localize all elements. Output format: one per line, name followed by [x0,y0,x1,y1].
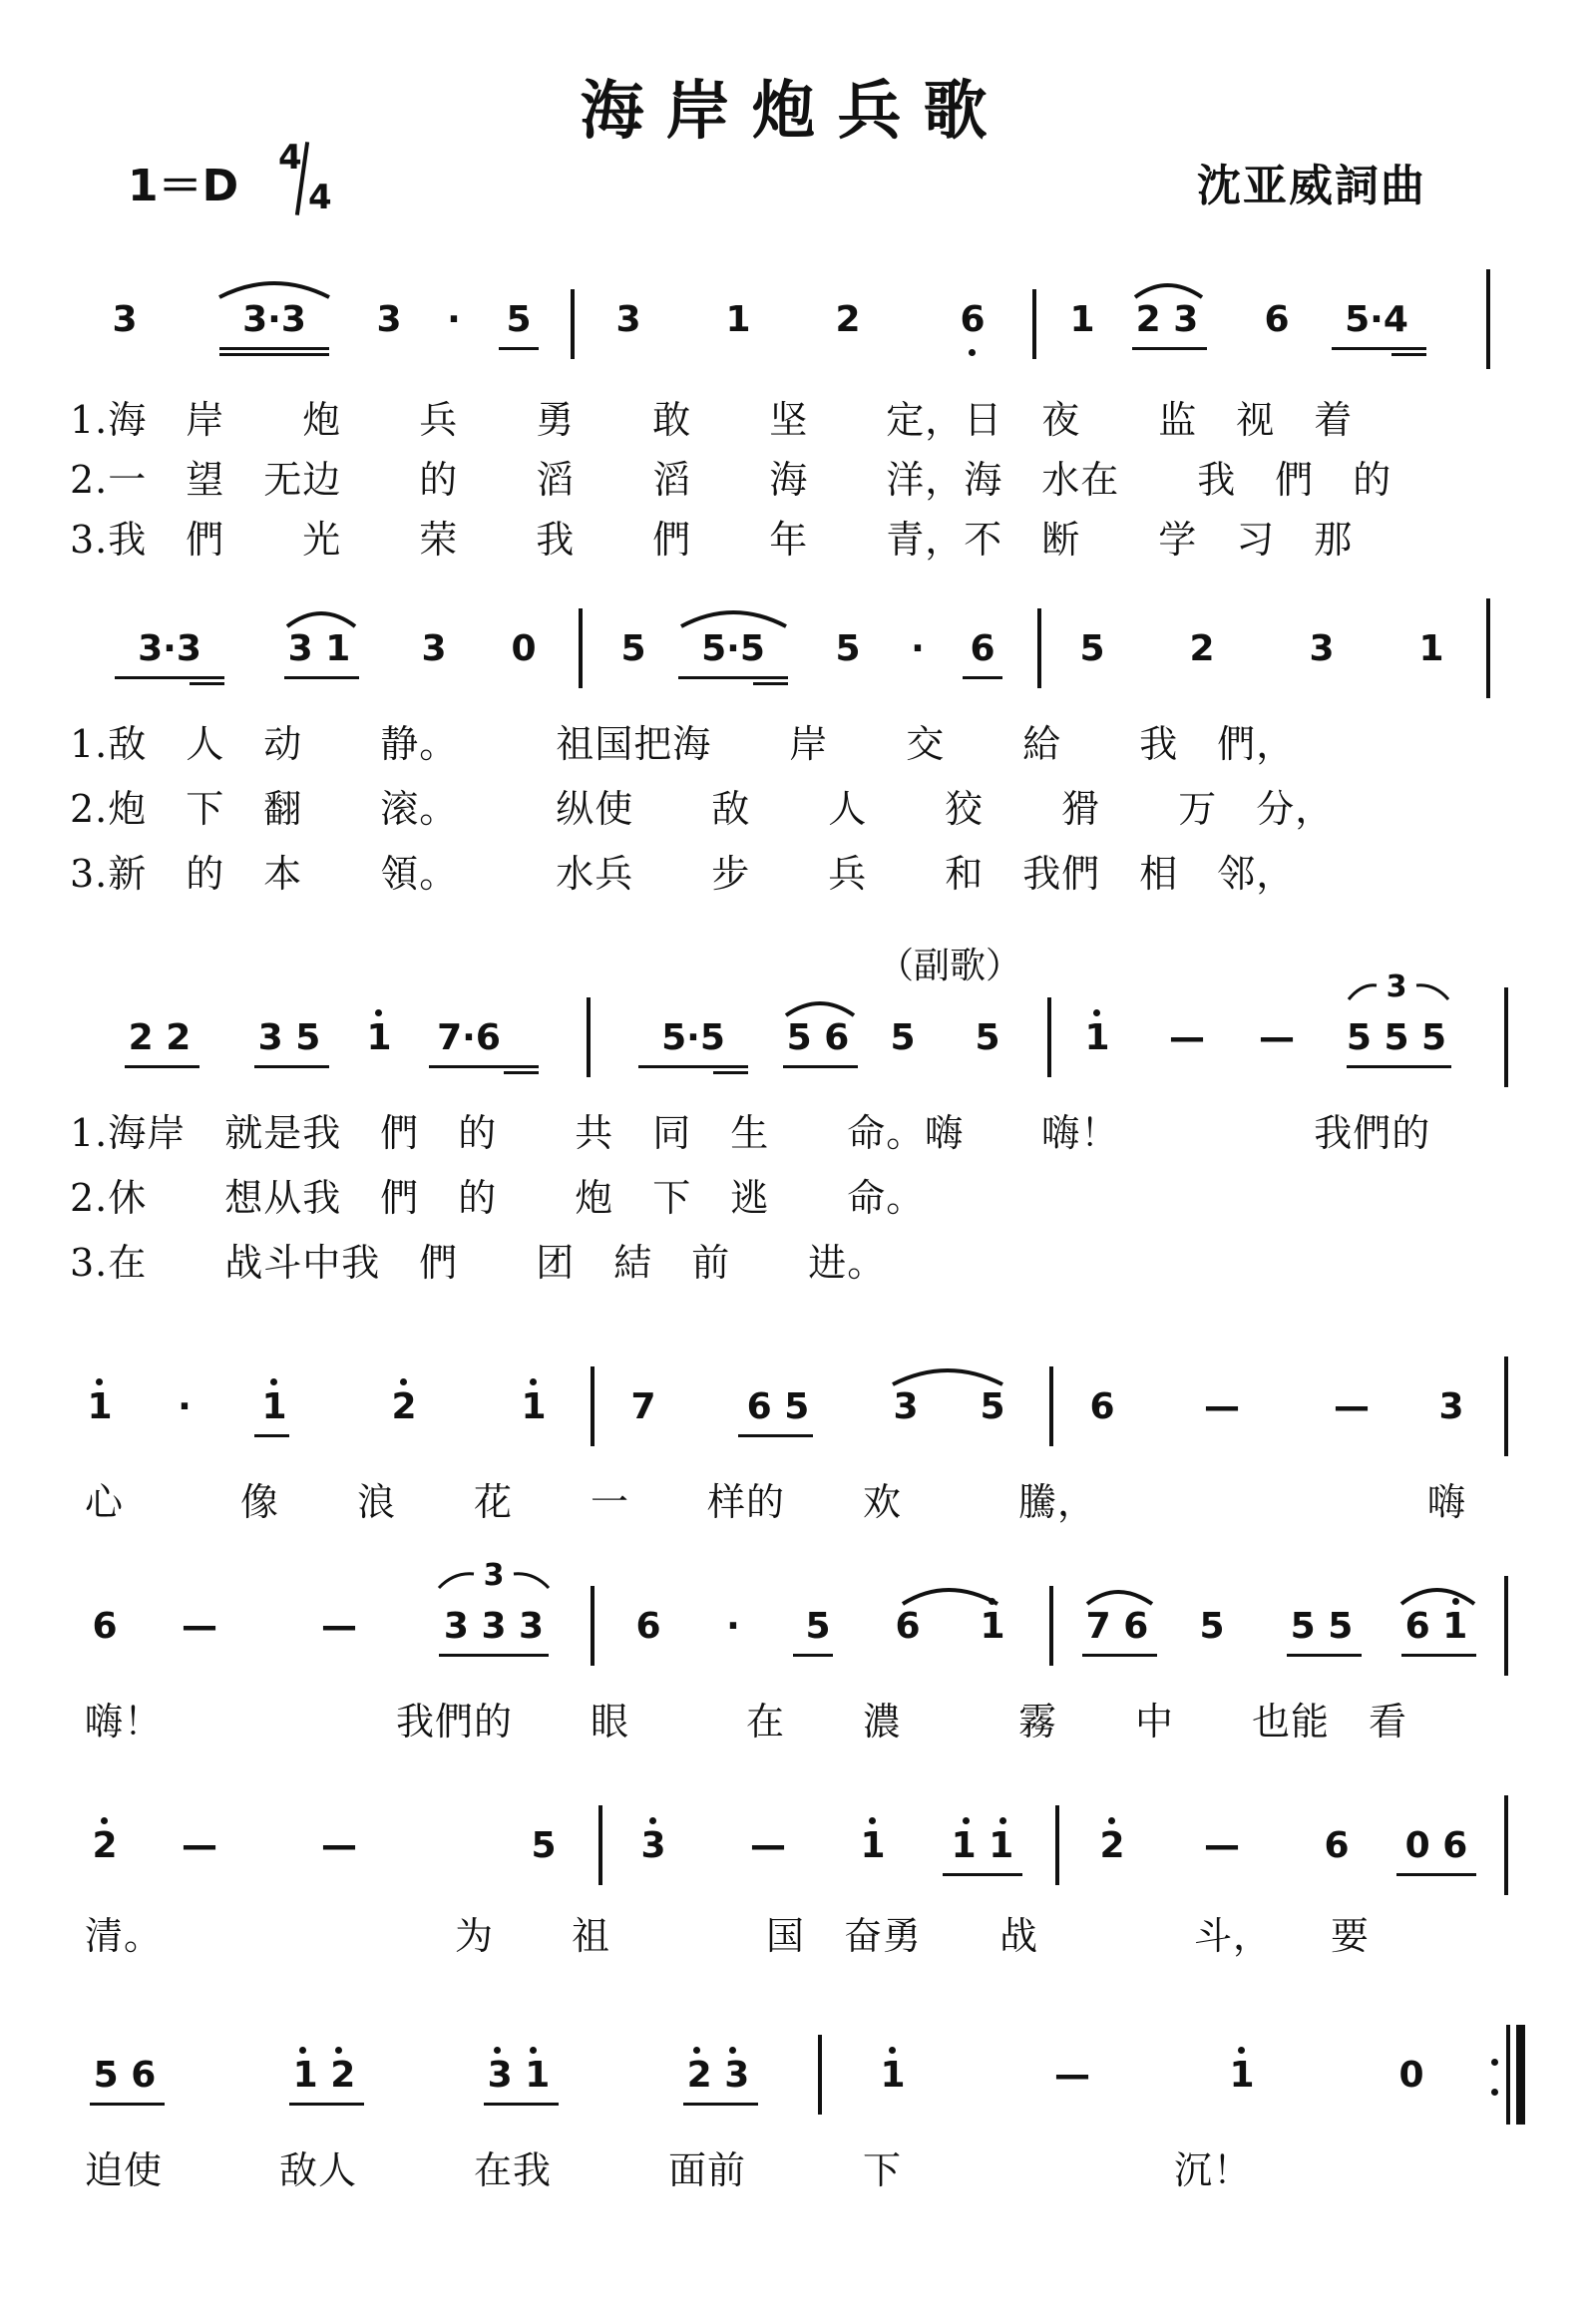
note: — [1169,1017,1205,1058]
note: 5 [1079,628,1105,669]
octave-dot [693,2047,700,2054]
final-barline-thick [1516,2025,1525,2125]
note: — [1259,1017,1295,1058]
composer-credit: 沈亚威詞曲 [1197,161,1426,211]
octave-dot [494,2047,501,2054]
note: 1 [521,1386,547,1427]
note: 5 [890,1017,916,1058]
note: 2 3 [1135,299,1199,340]
note: — [1204,1825,1240,1866]
note: 1 [261,1386,287,1427]
final-barline-thin [1506,2025,1510,2125]
note: 5·5 [661,1017,725,1058]
note: 1 [980,1606,1005,1647]
note: 6 1 [1404,1606,1468,1647]
lyric-line: 清。 为 祖 国 奋勇 战 斗， 要 [85,1914,1371,1958]
song-title: 海岸炮兵歌 [580,74,1009,149]
notes-row [0,618,1589,708]
octave-dot [729,2047,736,2054]
barline [598,1805,602,1885]
note: 2 [1189,628,1215,669]
note: — [321,1825,357,1866]
lyric-line: 3.我 們 光 荣 我 們 年 青，不 断 学 习 那 [70,518,1354,562]
note: 3 [640,1825,666,1866]
note: 5 [1199,1606,1225,1647]
triplet-mark: 3 [1386,969,1407,1004]
notes-row [0,1558,1589,1676]
note: 5·4 [1345,299,1408,340]
note: 1 [1418,628,1444,669]
notes-row [0,2035,1589,2125]
lyric-line: 心 像 浪 花 一 样的 欢 騰， 嗨 [85,1480,1467,1524]
octave-dot [101,1817,108,1824]
note: 3 3 3 [443,1606,545,1647]
note: 5 [805,1606,831,1647]
note: 3 1 [487,2055,551,2096]
note: 1 [880,2055,906,2096]
underline [289,2103,364,2106]
lyric-line: 1.海岸 就是我 們 的 共 同 生 命。嗨 嗨！ 我們的 [70,1111,1431,1155]
note: 2 [92,1825,118,1866]
note: 6 [1089,1386,1115,1427]
note: 5 5 [1290,1606,1354,1647]
notes-row [0,289,1589,379]
octave-dot [1108,1817,1115,1824]
chorus-label: （副歌） [878,946,1022,986]
note: 2 [835,299,861,340]
note: 1 [860,1825,886,1866]
note: 6 [635,1606,661,1647]
slurs [0,1586,1589,1676]
barline [1504,1795,1508,1895]
note: 3 [615,299,641,340]
note: 5 6 [93,2055,157,2096]
note: 6 [1264,299,1290,340]
underline [1396,1873,1476,1876]
note: 7 [630,1386,656,1427]
slurs [0,997,1589,1087]
note: 3 [421,628,447,669]
octave-dot [299,2047,306,2054]
lyric-line: 2.炮 下 翻 滚。 纵使 敌 人 狡 猾 万 分， [70,787,1335,831]
time-sig-bottom: 4 [308,178,332,217]
note: 0 [1398,2055,1424,2096]
underline [90,2103,165,2106]
lyric-line: 1.敌 人 动 静。 祖国把海 岸 交 給 我 們， [70,722,1296,766]
note: 5 6 [786,1017,850,1058]
lyric-line: 3.新 的 本 領。 水兵 步 兵 和 我們 相 邻， [70,852,1296,896]
octave-dot [530,2047,537,2054]
lyric-line: 嗨！ 我們的 眼 在 濃 霧 中 也能 看 [85,1700,1408,1743]
note: — [182,1606,217,1647]
note: · [911,628,925,669]
note: 5 [620,628,646,669]
octave-dot [649,1817,656,1824]
octave-dot [1238,2047,1245,2054]
lyric-line: 3.在 战斗中我 們 团 結 前 进。 [70,1241,887,1285]
note: 1 [1084,1017,1110,1058]
notes-row [0,1805,1589,1895]
time-sig-top: 4 [278,138,302,178]
lyric-line: 2.一 望 无边 的 滔 滔 海 洋，海 水在 我 們 的 [70,458,1392,502]
note: 1 [1069,299,1095,340]
note: 0 [511,628,537,669]
note: 3 [893,1386,919,1427]
underline [484,2103,559,2106]
note: 3 [376,299,402,340]
note: 3 [1309,628,1335,669]
underline [683,2103,758,2106]
note: · [178,1386,192,1427]
barline [818,2035,822,2115]
note: 6 [895,1606,921,1647]
note: 2 3 [686,2055,750,2096]
repeat-dot [1491,2059,1498,2066]
note: 2 [1099,1825,1125,1866]
note: 5 [835,628,861,669]
note: 6 [970,628,995,669]
note: 1 [366,1017,392,1058]
slurs [0,289,1589,379]
slurs [0,1366,1589,1456]
note: 0 6 [1404,1825,1468,1866]
note: 6 [92,1606,118,1647]
notes-row [0,1366,1589,1456]
note: — [1204,1386,1240,1427]
barline [1055,1805,1059,1885]
note: — [1054,2055,1090,2096]
note: — [1334,1386,1370,1427]
octave-dot [869,1817,876,1824]
triplet-mark: 3 [483,1558,505,1593]
underline [943,1873,1022,1876]
note: 5·5 [701,628,765,669]
octave-dot [963,1817,970,1824]
note: 1 2 [292,2055,356,2096]
note: — [750,1825,786,1866]
note: 3 [1438,1386,1464,1427]
octave-dot [889,2047,896,2054]
note: 1 1 [951,1825,1014,1866]
lyric-line: 2.休 想从我 們 的 炮 下 逃 命。 [70,1176,926,1220]
lyric-line: 迫使 敌人 在我 面前 下 沉！ [85,2148,1253,2192]
note: 3·3 [242,299,306,340]
octave-dot [335,2047,342,2054]
note: 5 5 5 [1346,1017,1447,1058]
note: 6 [1324,1825,1350,1866]
note: 3 [112,299,138,340]
note: — [182,1825,217,1866]
note: 3 1 [287,628,351,669]
note: 5 [980,1386,1005,1427]
note: 6 5 [746,1386,810,1427]
note: — [321,1606,357,1647]
note: 7·6 [437,1017,501,1058]
slurs [0,618,1589,708]
note: 2 2 [128,1017,192,1058]
notes-row [0,969,1589,1087]
note: 1 [725,299,751,340]
octave-dot [999,1817,1006,1824]
repeat-dot [1491,2089,1498,2096]
lyric-line: 1.海 岸 炮 兵 勇 敢 坚 定，日 夜 监 视 着 [70,398,1354,442]
time-signature [264,138,334,217]
note: 3·3 [138,628,201,669]
note: 5 [531,1825,557,1866]
note: 5 [506,299,532,340]
key-signature: 1＝D [128,161,239,211]
note: 7 6 [1085,1606,1149,1647]
note: 5 [975,1017,1000,1058]
note: 1 [1229,2055,1255,2096]
note: 6 [960,299,986,340]
note: 3 5 [257,1017,321,1058]
note: · [447,299,461,340]
note: 1 [87,1386,113,1427]
note: 2 [391,1386,417,1427]
note: · [726,1606,740,1647]
